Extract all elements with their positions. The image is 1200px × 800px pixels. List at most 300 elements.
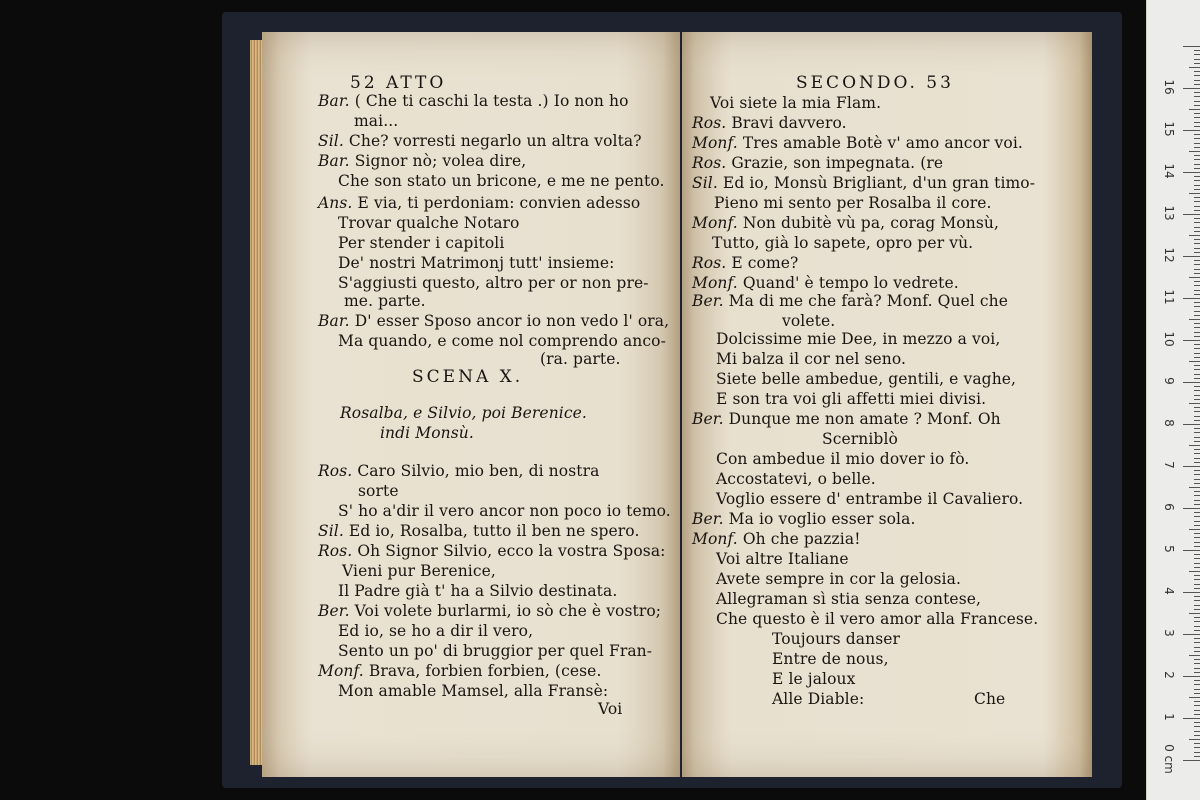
line-text: Avete sempre in cor la gelosia. bbox=[716, 570, 961, 588]
ruler-tick bbox=[1194, 752, 1200, 753]
ruler-tick bbox=[1194, 269, 1200, 270]
ruler-tick bbox=[1183, 298, 1200, 299]
ruler-tick bbox=[1194, 659, 1200, 660]
ruler-tick bbox=[1183, 88, 1200, 89]
text-line bbox=[716, 590, 981, 609]
text-line bbox=[338, 622, 533, 641]
ruler-tick bbox=[1194, 315, 1200, 316]
text-line bbox=[712, 234, 973, 253]
text-line bbox=[782, 312, 835, 331]
ruler-tick bbox=[1194, 155, 1200, 156]
line-text: SECONDO. 53 bbox=[796, 73, 954, 93]
text-line bbox=[692, 274, 959, 293]
ruler-tick bbox=[1194, 630, 1200, 631]
line-text: E come? bbox=[731, 254, 799, 272]
ruler-tick bbox=[1194, 542, 1200, 543]
line-text: S'aggiusti questo, altro per or non pre- bbox=[338, 274, 649, 292]
text-line bbox=[772, 650, 889, 669]
ruler-tick bbox=[1194, 126, 1200, 127]
speaker-abbrev: Bar. bbox=[318, 312, 350, 330]
ruler-number: 14 bbox=[1162, 163, 1176, 179]
text-line bbox=[318, 194, 640, 213]
ruler-tick bbox=[1194, 63, 1200, 64]
ruler-tick bbox=[1194, 117, 1200, 118]
text-line bbox=[714, 194, 992, 213]
ruler-tick bbox=[1194, 285, 1200, 286]
ruler-tick bbox=[1189, 613, 1200, 614]
line-text: Scerniblò bbox=[822, 430, 898, 448]
ruler-tick bbox=[1194, 525, 1200, 526]
ruler-tick bbox=[1194, 147, 1200, 148]
right-page bbox=[682, 32, 1092, 777]
ruler-tick bbox=[1194, 227, 1200, 228]
ruler-tick bbox=[1194, 567, 1200, 568]
text-line bbox=[974, 690, 1005, 709]
text-line bbox=[772, 670, 855, 689]
text-line bbox=[354, 112, 398, 131]
text-line bbox=[318, 132, 642, 151]
ruler-number: 15 bbox=[1162, 121, 1176, 137]
ruler-tick bbox=[1194, 609, 1200, 610]
ruler-number: 7 bbox=[1162, 461, 1176, 469]
ruler-tick bbox=[1194, 378, 1200, 379]
text-line bbox=[772, 630, 900, 649]
ruler-tick bbox=[1194, 231, 1200, 232]
text-line bbox=[338, 642, 652, 661]
text-line bbox=[716, 370, 1016, 389]
text-line bbox=[358, 482, 399, 501]
ruler-tick bbox=[1194, 453, 1200, 454]
ruler-tick bbox=[1194, 327, 1200, 328]
ruler-tick bbox=[1183, 634, 1200, 635]
text-line bbox=[338, 214, 520, 233]
ruler-tick bbox=[1183, 130, 1200, 131]
text-line bbox=[716, 610, 1038, 629]
ruler-tick bbox=[1194, 206, 1200, 207]
ruler-tick bbox=[1194, 500, 1200, 501]
text-line bbox=[716, 570, 961, 589]
ruler-tick bbox=[1194, 512, 1200, 513]
ruler-tick bbox=[1194, 588, 1200, 589]
ruler-tick bbox=[1194, 168, 1200, 169]
ruler-tick bbox=[1194, 521, 1200, 522]
line-text: Sento un po' di bruggior per quel Fran- bbox=[338, 642, 653, 660]
ruler-tick bbox=[1194, 239, 1200, 240]
text-line bbox=[318, 602, 661, 621]
ruler-tick bbox=[1189, 151, 1200, 152]
text-line bbox=[692, 174, 1035, 193]
text-line bbox=[716, 490, 1023, 509]
ruler-tick bbox=[1194, 638, 1200, 639]
ruler-tick bbox=[1189, 277, 1200, 278]
line-text: Oh che pazzia! bbox=[742, 530, 861, 548]
speaker-abbrev: Sil. bbox=[318, 522, 344, 540]
ruler-number: 12 bbox=[1162, 247, 1176, 263]
ruler-tick bbox=[1194, 722, 1200, 723]
line-text: Entre de nous, bbox=[772, 650, 889, 668]
ruler-tick bbox=[1189, 529, 1200, 530]
line-text: Il Padre già t' ha a Silvio destinata. bbox=[338, 582, 618, 600]
text-line bbox=[338, 254, 615, 273]
text-line bbox=[540, 350, 621, 369]
line-text: Dolcissime mie Dee, in mezzo a voi, bbox=[716, 330, 1001, 348]
line-text: Voi volete burlarmi, io sò che è vostro; bbox=[354, 602, 662, 620]
ruler-tick bbox=[1194, 684, 1200, 685]
ruler-tick bbox=[1194, 441, 1200, 442]
ruler-tick bbox=[1194, 605, 1200, 606]
line-text: Voi bbox=[598, 700, 623, 718]
speaker-abbrev: Ber. bbox=[692, 292, 724, 310]
speaker-abbrev: Bar. bbox=[318, 92, 350, 110]
ruler-tick bbox=[1194, 458, 1200, 459]
ruler-tick bbox=[1194, 470, 1200, 471]
ruler-tick bbox=[1194, 474, 1200, 475]
ruler-tick bbox=[1194, 575, 1200, 576]
line-text: Ma di me che farà? Monf. Quel che bbox=[728, 292, 1009, 310]
speaker-abbrev: Ans. bbox=[318, 194, 353, 212]
ruler-tick bbox=[1194, 353, 1200, 354]
ruler-tick bbox=[1194, 584, 1200, 585]
line-text: Ed io, Monsù Brigliant, d'un gran timo- bbox=[722, 174, 1036, 192]
line-text: Che questo è il vero amor alla Francese. bbox=[716, 610, 1039, 628]
ruler-tick bbox=[1183, 172, 1200, 173]
ruler-tick bbox=[1194, 491, 1200, 492]
text-line bbox=[344, 292, 426, 311]
ruler-tick bbox=[1189, 655, 1200, 656]
ruler-tick bbox=[1194, 357, 1200, 358]
ruler-number: 13 bbox=[1162, 205, 1176, 221]
text-line bbox=[338, 502, 671, 521]
line-text: Rosalba, e Silvio, poi Berenice. bbox=[340, 404, 587, 422]
text-line bbox=[340, 404, 587, 423]
ruler-tick bbox=[1194, 756, 1200, 757]
speaker-abbrev: Monf. bbox=[692, 134, 738, 152]
speaker-abbrev: Ber. bbox=[318, 602, 350, 620]
text-line bbox=[822, 430, 898, 449]
text-line bbox=[318, 152, 526, 171]
ruler-tick bbox=[1183, 382, 1200, 383]
ruler-number: 8 bbox=[1162, 419, 1176, 427]
line-text: (ra. parte. bbox=[540, 350, 621, 368]
ruler-tick bbox=[1194, 735, 1200, 736]
ruler-tick bbox=[1194, 281, 1200, 282]
ruler-tick bbox=[1183, 760, 1200, 761]
ruler-number: 10 bbox=[1162, 331, 1176, 347]
line-text: 52 ATTO bbox=[350, 73, 447, 93]
text-line bbox=[692, 530, 861, 549]
ruler-tick bbox=[1194, 504, 1200, 505]
ruler-tick bbox=[1194, 134, 1200, 135]
line-text: Ma quando, e come nol comprendo anco- bbox=[338, 332, 666, 350]
line-text: me. parte. bbox=[344, 292, 426, 310]
line-text: Voglio essere d' entrambe il Cavaliero. bbox=[716, 490, 1024, 508]
line-text: Che bbox=[974, 690, 1006, 708]
line-text: Voi altre Italiane bbox=[716, 550, 849, 568]
line-text: Mi balza il cor nel seno. bbox=[716, 350, 907, 368]
speaker-abbrev: Ros. bbox=[692, 114, 727, 132]
line-text: indi Monsù. bbox=[380, 424, 474, 442]
ruler-tick bbox=[1194, 332, 1200, 333]
ruler-tick bbox=[1194, 705, 1200, 706]
ruler-tick bbox=[1194, 273, 1200, 274]
ruler-tick bbox=[1194, 197, 1200, 198]
ruler-number: 9 bbox=[1162, 377, 1176, 385]
ruler-tick bbox=[1194, 710, 1200, 711]
ruler-tick bbox=[1194, 726, 1200, 727]
line-text: Ed io, se ho a dir il vero, bbox=[338, 622, 534, 640]
line-text: mai... bbox=[354, 112, 399, 130]
ruler-tick bbox=[1194, 201, 1200, 202]
text-line bbox=[796, 74, 954, 93]
line-text: SCENA X. bbox=[412, 367, 524, 387]
text-line bbox=[318, 662, 601, 681]
ruler-tick bbox=[1189, 403, 1200, 404]
text-line bbox=[318, 542, 665, 561]
ruler-tick bbox=[1183, 676, 1200, 677]
line-text: Signor nò; volea dire, bbox=[354, 152, 527, 170]
speaker-abbrev: Ber. bbox=[692, 510, 724, 528]
ruler-tick bbox=[1194, 294, 1200, 295]
text-line bbox=[710, 94, 881, 113]
ruler-tick bbox=[1194, 365, 1200, 366]
ruler-tick bbox=[1194, 71, 1200, 72]
line-text: E son tra voi gli affetti miei divisi. bbox=[716, 390, 987, 408]
ruler-tick bbox=[1194, 395, 1200, 396]
ruler-tick bbox=[1194, 701, 1200, 702]
ruler-tick bbox=[1194, 516, 1200, 517]
ruler-tick bbox=[1194, 407, 1200, 408]
ruler-tick bbox=[1194, 596, 1200, 597]
ruler-tick bbox=[1194, 546, 1200, 547]
ruler-tick bbox=[1194, 663, 1200, 664]
speaker-abbrev: Ros. bbox=[318, 462, 353, 480]
ruler-tick bbox=[1194, 59, 1200, 60]
ruler-tick bbox=[1194, 621, 1200, 622]
text-line bbox=[772, 690, 864, 709]
line-text: Pieno mi sento per Rosalba il core. bbox=[714, 194, 992, 212]
ruler-tick bbox=[1194, 159, 1200, 160]
text-line bbox=[338, 172, 665, 191]
ruler-tick bbox=[1194, 600, 1200, 601]
ruler-tick bbox=[1194, 554, 1200, 555]
ruler-tick bbox=[1194, 689, 1200, 690]
line-text: Allegraman sì stia senza contese, bbox=[716, 590, 982, 608]
text-line bbox=[342, 562, 496, 581]
text-line bbox=[338, 582, 617, 601]
ruler-tick bbox=[1183, 214, 1200, 215]
ruler-tick bbox=[1194, 437, 1200, 438]
line-text: Vieni pur Berenice, bbox=[342, 562, 496, 580]
line-text: Caro Silvio, mio ben, di nostra bbox=[357, 462, 600, 480]
ruler-tick bbox=[1194, 374, 1200, 375]
ruler-tick bbox=[1194, 428, 1200, 429]
ruler-tick bbox=[1183, 592, 1200, 593]
text-line bbox=[716, 450, 969, 469]
ruler-tick bbox=[1194, 563, 1200, 564]
ruler-tick bbox=[1194, 164, 1200, 165]
line-text: Con ambedue il mio dover io fò. bbox=[716, 450, 970, 468]
text-line bbox=[338, 274, 649, 293]
text-line bbox=[692, 410, 1001, 429]
line-text: Per stender i capitoli bbox=[338, 234, 505, 252]
speaker-abbrev: Ros. bbox=[692, 254, 727, 272]
ruler-tick bbox=[1194, 113, 1200, 114]
ruler-number: 1 bbox=[1162, 713, 1176, 721]
ruler-number: 2 bbox=[1162, 671, 1176, 679]
ruler-tick bbox=[1183, 466, 1200, 467]
ruler-tick bbox=[1183, 46, 1200, 47]
line-text: Accostatevi, o belle. bbox=[716, 470, 876, 488]
text-line bbox=[338, 332, 666, 351]
text-line bbox=[318, 312, 669, 331]
ruler-tick bbox=[1183, 256, 1200, 257]
text-line bbox=[692, 510, 915, 529]
ruler-tick bbox=[1194, 306, 1200, 307]
ruler-number: 6 bbox=[1162, 503, 1176, 511]
line-text: Bravi davvero. bbox=[731, 114, 847, 132]
line-text: Non dubitè vù pa, corag Monsù, bbox=[742, 214, 999, 232]
ruler-tick bbox=[1189, 109, 1200, 110]
ruler-tick bbox=[1194, 143, 1200, 144]
speaker-abbrev: Ber. bbox=[692, 410, 724, 428]
line-text: Grazie, son impegnata. (re bbox=[731, 154, 944, 172]
text-line bbox=[338, 234, 504, 253]
ruler-tick bbox=[1194, 180, 1200, 181]
text-line bbox=[692, 214, 999, 233]
ruler-tick bbox=[1194, 626, 1200, 627]
ruler-tick bbox=[1194, 348, 1200, 349]
text-line bbox=[692, 254, 798, 273]
ruler-tick bbox=[1194, 390, 1200, 391]
line-text: Trovar qualche Notaro bbox=[338, 214, 520, 232]
speaker-abbrev: Sil. bbox=[318, 132, 344, 150]
ruler-tick bbox=[1194, 420, 1200, 421]
speaker-abbrev: Monf. bbox=[318, 662, 364, 680]
ruler-tick bbox=[1194, 747, 1200, 748]
speaker-abbrev: Ros. bbox=[692, 154, 727, 172]
ruler-tick bbox=[1189, 67, 1200, 68]
ruler-tick bbox=[1183, 424, 1200, 425]
ruler-tick bbox=[1189, 319, 1200, 320]
speaker-abbrev: Bar. bbox=[318, 152, 350, 170]
ruler-tick bbox=[1194, 54, 1200, 55]
text-line bbox=[716, 550, 849, 569]
ruler-tick bbox=[1194, 138, 1200, 139]
speaker-abbrev: Monf. bbox=[692, 530, 738, 548]
ruler-unit-label: 0 cm bbox=[1162, 744, 1176, 774]
ruler-tick bbox=[1194, 680, 1200, 681]
text-line bbox=[380, 424, 474, 443]
ruler-tick bbox=[1194, 642, 1200, 643]
line-text: Voi siete la mia Flam. bbox=[710, 94, 882, 112]
ruler-tick bbox=[1194, 336, 1200, 337]
text-line bbox=[598, 700, 622, 719]
ruler-tick bbox=[1194, 416, 1200, 417]
line-text: S' ho a'dir il vero ancor non poco io temo. bbox=[338, 502, 671, 520]
speaker-abbrev: Monf. bbox=[692, 274, 738, 292]
ruler-tick bbox=[1189, 193, 1200, 194]
line-text: volete. bbox=[782, 312, 836, 330]
line-text: Ed io, Rosalba, tutto il ben ne spero. bbox=[348, 522, 640, 540]
ruler-tick bbox=[1194, 743, 1200, 744]
ruler-tick bbox=[1194, 668, 1200, 669]
ruler-tick bbox=[1194, 479, 1200, 480]
ruler-tick bbox=[1194, 651, 1200, 652]
line-text: Brava, forbien forbien, (cese. bbox=[368, 662, 602, 680]
ruler-number: 3 bbox=[1162, 629, 1176, 637]
ruler-tick bbox=[1189, 697, 1200, 698]
line-text: D' esser Sposo ancor io non vedo l' ora, bbox=[354, 312, 670, 330]
text-line bbox=[318, 462, 599, 481]
line-text: Toujours danser bbox=[772, 630, 901, 648]
speaker-abbrev: Monf. bbox=[692, 214, 738, 232]
ruler-tick bbox=[1183, 718, 1200, 719]
line-text: sorte bbox=[358, 482, 399, 500]
ruler-tick bbox=[1194, 92, 1200, 93]
line-text: Quand' è tempo lo vedrete. bbox=[742, 274, 959, 292]
ruler-tick bbox=[1194, 386, 1200, 387]
line-text: Ma io voglio esser sola. bbox=[728, 510, 916, 528]
ruler-tick bbox=[1194, 411, 1200, 412]
ruler-tick bbox=[1194, 369, 1200, 370]
ruler-tick bbox=[1194, 311, 1200, 312]
ruler-tick bbox=[1194, 432, 1200, 433]
line-text: E via, ti perdoniam: convien adesso bbox=[357, 194, 641, 212]
text-line bbox=[716, 330, 1000, 349]
text-line bbox=[318, 522, 640, 541]
line-text: Dunque me non amate ? Monf. Oh bbox=[728, 410, 1001, 428]
line-text: Mon amable Mamsel, alla Fransè: bbox=[338, 682, 609, 700]
ruler-tick bbox=[1194, 105, 1200, 106]
ruler-tick bbox=[1183, 340, 1200, 341]
ruler-tick bbox=[1194, 210, 1200, 211]
ruler-tick bbox=[1189, 487, 1200, 488]
ruler-tick bbox=[1183, 508, 1200, 509]
ruler-number: 11 bbox=[1162, 289, 1176, 305]
ruler-tick bbox=[1194, 260, 1200, 261]
line-text: Alle Diable: bbox=[772, 690, 865, 708]
ruler-tick bbox=[1194, 672, 1200, 673]
ruler-tick bbox=[1194, 617, 1200, 618]
text-line bbox=[412, 368, 523, 387]
line-text: De' nostri Matrimonj tutt' insieme: bbox=[338, 254, 615, 272]
ruler-tick bbox=[1194, 122, 1200, 123]
ruler-tick bbox=[1194, 218, 1200, 219]
line-text: ( Che ti caschi la testa .) Io non ho bbox=[354, 92, 629, 110]
ruler-tick bbox=[1194, 462, 1200, 463]
ruler-tick bbox=[1189, 445, 1200, 446]
ruler-tick bbox=[1194, 647, 1200, 648]
ruler-number: 4 bbox=[1162, 587, 1176, 595]
ruler-tick bbox=[1183, 550, 1200, 551]
line-text: Tutto, già lo sapete, opro per vù. bbox=[712, 234, 974, 252]
ruler-tick bbox=[1189, 739, 1200, 740]
line-text: Oh Signor Silvio, ecco la vostra Sposa: bbox=[357, 542, 666, 560]
ruler-tick bbox=[1194, 248, 1200, 249]
ruler-number: 16 bbox=[1162, 79, 1176, 95]
ruler-tick bbox=[1194, 96, 1200, 97]
text-line bbox=[692, 134, 1023, 153]
text-line bbox=[318, 92, 629, 111]
line-text: E le jaloux bbox=[772, 670, 856, 688]
ruler-tick bbox=[1194, 449, 1200, 450]
line-text: Che son stato un bricone, e me ne pento. bbox=[338, 172, 665, 190]
text-line bbox=[692, 114, 847, 133]
ruler-tick bbox=[1194, 264, 1200, 265]
text-line bbox=[716, 470, 876, 489]
ruler-tick bbox=[1194, 189, 1200, 190]
left-page bbox=[262, 32, 680, 777]
